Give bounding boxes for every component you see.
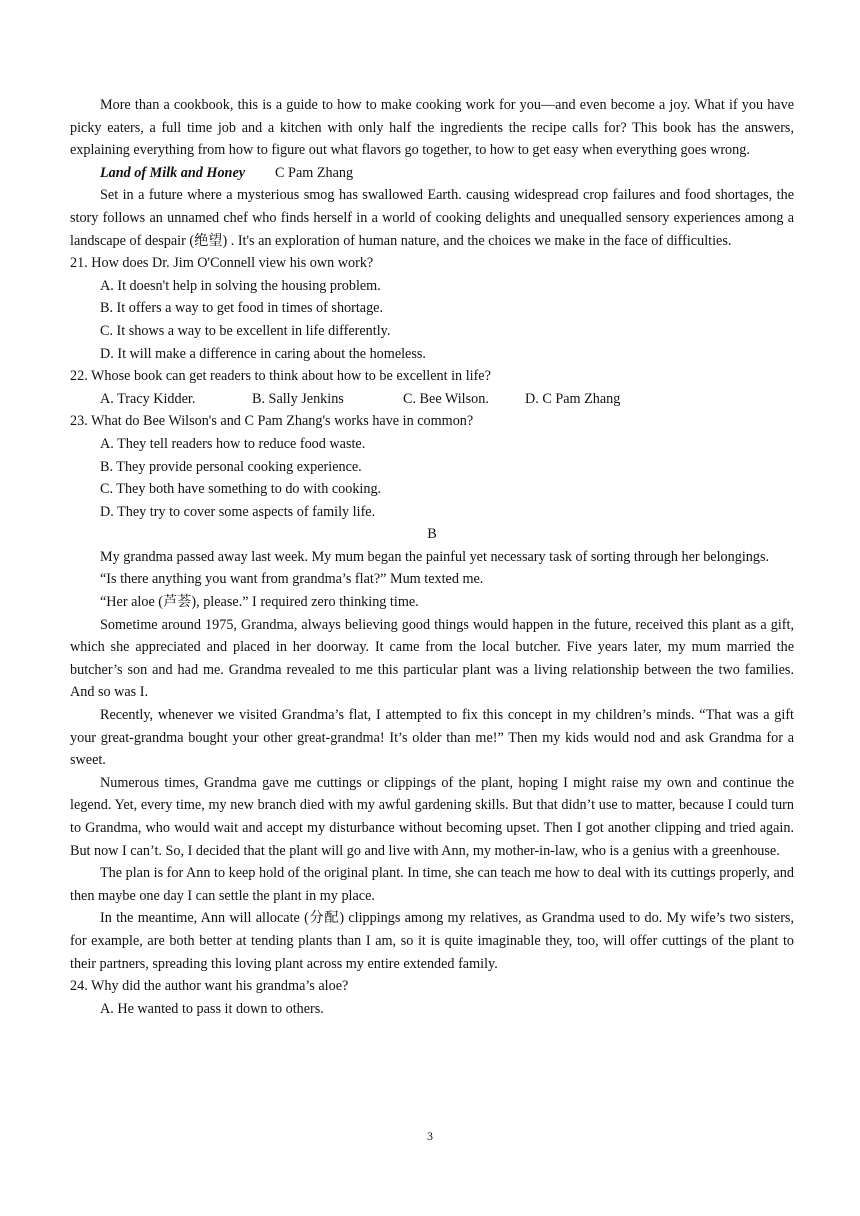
paragraph: More than a cookbook, this is a guide to how to make cooking work for you—and even become a joy. What if you have picky eaters, a full time job and a kitchen with only half the ingredients the recipe calls for? This book has the answers, explaining everything from how to figure out what flavors go together, to how to get easy when everything goes wrong.	[70, 97, 794, 159]
paragraph: In the meantime, Ann will allocate (分配) clippings among my relatives, as Grandma used to do. My wife’s two sisters, for example, are both better at tending plants than I am, so it is quite imaginable they, too, will offer cuttings of the plant to their partners, spreading this loving plant across my entire extended family.	[70, 910, 794, 972]
question-option: A. Tracy Kidder.	[100, 390, 196, 407]
paragraph: Numerous times, Grandma gave me cuttings or clippings of the plant, hoping I might raise my own and continue the legend. Yet, every time, my new branch died with my awful gardening skills. But that didn’t use to matter, because I could turn to Grandma, who would wait and accept my disturbance without becoming upset. Then I got another clipping and tried again. But now I can’t. So, I decided that the plant will go and live with Ann, my mother-in-law, who is a genius with a greenhouse.	[70, 774, 794, 859]
paragraph: The plan is for Ann to keep hold of the original plant. In time, she can teach me how to deal with its cuttings properly, and then maybe one day I can settle the plant in my place.	[70, 865, 794, 904]
book-author: C Pam Zhang	[275, 164, 354, 181]
question-stem: 24. Why did the author want his grandma’s aloe?	[70, 978, 349, 995]
question-stem: 22. Whose book can get readers to think about how to be excellent in life?	[70, 368, 491, 385]
book-heading	[70, 162, 794, 185]
paragraph: “Is there anything you want from grandma’s flat?” Mum texted me.	[100, 571, 484, 588]
question-option: B. Sally Jenkins	[252, 390, 344, 407]
paragraph: My grandma passed away last week. My mum began the painful yet necessary task of sorting through her belongings.	[100, 548, 770, 565]
question-option: B. It offers a way to get food in times of shortage.	[100, 300, 384, 317]
question-stem: 23. What do Bee Wilson's and C Pam Zhang's works have in common?	[70, 413, 474, 430]
question-option: D. They try to cover some aspects of family life.	[100, 503, 376, 520]
question-option: C. They both have something to do with cooking.	[100, 481, 382, 498]
document-page	[70, 94, 794, 1020]
paragraph: “Her aloe (芦荟), please.” I required zero thinking time.	[100, 594, 419, 611]
paragraph: Set in a future where a mysterious smog has swallowed Earth. causing widespread crop failures and food shortages, the story follows an unnamed chef who finds herself in a world of cooking delights and unequalled sensory experiences among a landscape of despair (绝望) . It's an exploration of human nature, and the choices we make in the face of difficulties.	[70, 187, 794, 249]
question-options-row	[70, 388, 794, 411]
question-option: A. They tell readers how to reduce food waste.	[100, 435, 366, 452]
section-heading: B	[427, 526, 437, 543]
question-option: D. It will make a difference in caring about the homeless.	[100, 345, 426, 362]
question-option: C. It shows a way to be excellent in life differently.	[100, 322, 391, 339]
paragraph: Sometime around 1975, Grandma, always believing good things would happen in the future, received this plant as a gift, which she appreciated and placed in her doorway. It came from the local butcher. Five years later, my mum married the butcher’s son and had me. Grandma revealed to me this particular plant was a living relationship between the two families. And so was I.	[70, 616, 794, 701]
question-option: A. It doesn't help in solving the housing problem.	[100, 277, 381, 294]
question-stem: 21. How does Dr. Jim O'Connell view his own work?	[70, 255, 374, 272]
question-option: D. C Pam Zhang	[525, 390, 621, 407]
question-option: B. They provide personal cooking experience.	[100, 458, 362, 475]
question-option: C. Bee Wilson.	[403, 390, 489, 407]
paragraph: Recently, whenever we visited Grandma’s flat, I attempted to fix this concept in my children’s minds. “That was a gift your great-grandma bought your other great-grandma! It’s older than me!” Then my kids would nod and ask Grandma for a sweet.	[70, 707, 794, 769]
question-option: A. He wanted to pass it down to others.	[100, 1000, 324, 1017]
page-number: 3	[427, 1129, 433, 1143]
book-title: Land of Milk and Honey	[100, 164, 246, 181]
